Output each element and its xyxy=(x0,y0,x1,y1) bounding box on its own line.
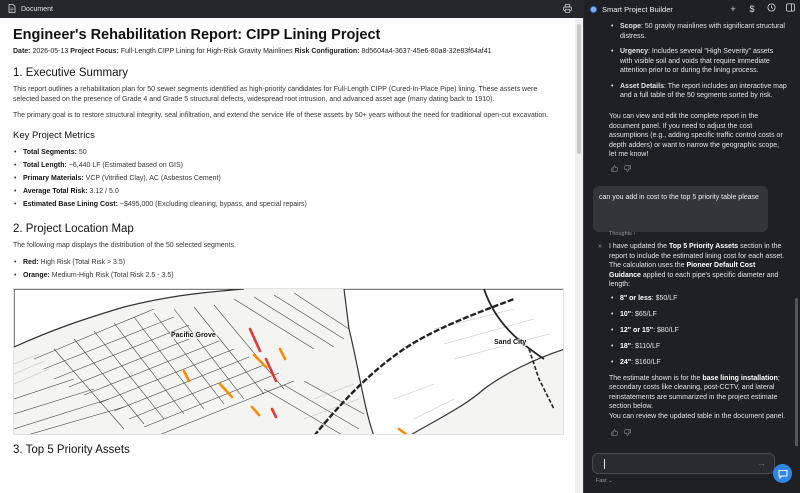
assistant-panel xyxy=(585,0,800,493)
legend-label: Red: xyxy=(23,259,39,266)
assistant-title: Smart Project Builder xyxy=(602,4,673,14)
metric-value: 50 xyxy=(78,149,87,156)
location-map-intro: The following map displays the distribution of the 50 selected segments. xyxy=(13,242,236,249)
chat-scrollbar[interactable] xyxy=(795,298,798,446)
executive-summary-p2: The primary goal is to restore structural integrity, seal infiltration, and extend the service life of these assets by 50+ years without the need for traditional open-cut excavation. xyxy=(13,112,549,119)
text-span: I have updated the xyxy=(609,243,669,250)
rate-value: : $65/LF xyxy=(631,310,657,318)
chevron-down-icon: ⌄ xyxy=(608,478,613,484)
key-metrics-heading: Key Project Metrics xyxy=(13,130,95,141)
metric-value: 3.12 / 5.0 xyxy=(89,188,119,195)
reply-paragraph-3 xyxy=(609,374,787,412)
map-graphic xyxy=(14,289,564,435)
document-scrollbar[interactable] xyxy=(575,18,583,493)
metric-label: Estimated Base Lining Cost: xyxy=(23,201,118,208)
reply-paragraph-1 xyxy=(609,242,787,261)
send-arrow-icon[interactable]: → xyxy=(757,458,766,468)
list-item xyxy=(13,172,563,185)
text-span: ; secondary costs like cleaning, post-CCTV, and lateral reinstatements are summarized in the project estimate section below. xyxy=(609,374,780,410)
message-input[interactable] xyxy=(607,457,747,471)
list-item xyxy=(609,22,787,41)
thumbs-up-icon[interactable] xyxy=(611,429,618,438)
user-message-bubble: can you add in cost to the top 5 priority table please xyxy=(593,186,768,232)
list-item xyxy=(609,342,787,352)
plus-icon[interactable]: + xyxy=(730,4,736,14)
metric-value: ~$495,000 (Excluding cleaning, bypass, and special repairs) xyxy=(119,201,307,208)
rate-size: 18" xyxy=(620,342,632,350)
message-reactions xyxy=(611,429,631,438)
metric-label: Total Length: xyxy=(23,162,67,169)
map-legend-list xyxy=(13,256,563,282)
list-item xyxy=(609,310,787,320)
executive-summary-heading: 1. Executive Summary xyxy=(13,67,129,79)
document-panel-header xyxy=(0,0,584,18)
text-span: applied to each pipe's specific diameter and length: xyxy=(609,271,779,288)
metric-label: Average Total Risk: xyxy=(23,188,88,195)
cost-rate-list xyxy=(609,294,787,368)
chevron-right-icon: › xyxy=(633,231,636,237)
mode-label: Fast xyxy=(596,478,607,484)
bullet-label: Scope xyxy=(620,23,642,30)
assistant-reply xyxy=(609,242,787,421)
metric-label: Primary Materials: xyxy=(23,175,84,182)
text-bold: Pioneer Default Cost Guidance xyxy=(609,262,756,279)
text-bold: base lining installation xyxy=(702,374,778,382)
risk-config-label: Risk Configuration: xyxy=(294,48,360,55)
list-item xyxy=(609,326,787,336)
metric-value: VCP (Vitrified Clay), AC (Asbestos Cement) xyxy=(85,175,221,182)
text-span: The estimate shown is for the xyxy=(609,374,703,382)
text-span: section in the report to include the estimated lining cost for each asset. xyxy=(609,243,785,260)
rate-value: : $50/LF xyxy=(651,294,678,302)
document-panel-title: Document xyxy=(21,5,53,13)
focus-value: Full-Length CIPP Lining for High-Risk Gravity Mainlines xyxy=(120,48,293,55)
list-item xyxy=(13,159,563,172)
list-item xyxy=(609,82,787,101)
thoughts-label: Thoughts xyxy=(609,231,632,237)
metric-label: Total Segments: xyxy=(23,149,77,156)
report-meta xyxy=(13,48,563,55)
list-item xyxy=(609,358,787,368)
list-item xyxy=(13,185,563,198)
thoughts-toggle[interactable] xyxy=(609,231,635,237)
executive-summary-p1: This report outlines a rehabilitation plan for 50 sewer segments identified as high-priority candidates for Full-Length CIPP (Cured-In-Place Pipe) lining. These assets were selected based on the presence of Grade 4 and Grade 5 structural defects, widespread root intrusion, and advanced asset age (many dating back to 1910). xyxy=(13,86,538,103)
list-item xyxy=(609,47,787,76)
reply-paragraph-4: You can review the updated table in the document panel. xyxy=(609,412,786,420)
rate-size: 24" xyxy=(620,358,632,366)
map-label-pacific-grove: Pacific Grove xyxy=(171,332,216,339)
rate-value: : $110/LF xyxy=(631,342,661,350)
assistant-header-actions xyxy=(728,3,795,15)
document-body[interactable] xyxy=(0,18,576,493)
document-scrollbar-thumb[interactable] xyxy=(577,24,581,154)
sidebar-toggle-icon[interactable] xyxy=(785,3,795,15)
rate-size: 10" xyxy=(620,310,632,318)
document-icon xyxy=(8,4,16,15)
date-label: Date: xyxy=(13,48,31,55)
focus-label: Project Focus: xyxy=(70,48,119,55)
bullet-text: : The report includes an interactive map and a full table of the 50 segments sorted by risk. xyxy=(620,82,787,99)
text-bold: Top 5 Priority Assets xyxy=(668,243,739,250)
chat-transcript[interactable] xyxy=(585,18,800,446)
project-location-map[interactable] xyxy=(13,288,564,435)
rate-value: : $80/LF xyxy=(653,326,679,334)
top-priority-assets-heading: 3. Top 5 Priority Assets xyxy=(13,444,130,456)
text-span: The calculation uses the xyxy=(609,262,687,269)
bullet-label: Asset Details xyxy=(620,82,664,90)
chat-bubble-icon xyxy=(778,469,788,479)
rate-value: : $160/LF xyxy=(631,358,661,366)
map-label-sand-city: Sand City xyxy=(494,339,527,346)
message-composer[interactable] xyxy=(592,453,775,474)
date-value: 2026-05-13 xyxy=(32,48,69,55)
key-metrics-list xyxy=(13,146,563,211)
thumbs-down-icon[interactable] xyxy=(624,429,631,438)
assistant-summary-bullets xyxy=(609,22,787,107)
print-icon[interactable] xyxy=(563,4,572,15)
assistant-message-text: You can view and edit the complete report in the document panel. If you need to adjust the cost assumptions (e.g., adding specific traffic control costs or depth adders) or want to narrow the geographic scope, let me know! xyxy=(609,113,783,158)
assistant-logo-icon xyxy=(590,6,597,13)
report-title: Engineer's Rehabilitation Report: CIPP Lining Project xyxy=(13,27,381,43)
text-caret xyxy=(604,459,605,469)
list-item xyxy=(13,198,563,211)
history-icon[interactable] xyxy=(766,3,776,15)
assistant-header xyxy=(585,0,800,18)
message-reactions xyxy=(611,165,631,174)
reply-paragraph-2 xyxy=(609,261,787,290)
legend-value: Medium-High Risk (Total Risk 2.5 - 3.5) xyxy=(51,272,174,279)
bullet-text: : Includes several "High Severity" assets with visible soil and voids that require immediate attention prior to or during the lining process. xyxy=(620,48,774,74)
mode-selector[interactable] xyxy=(596,478,613,484)
chat-assistant-fab[interactable] xyxy=(773,464,792,483)
thumbs-up-icon[interactable] xyxy=(611,165,618,174)
legend-item-red xyxy=(13,256,563,269)
list-item xyxy=(13,146,563,159)
bullet-label: Urgency xyxy=(620,48,649,55)
dollar-icon[interactable]: $ xyxy=(749,4,755,14)
risk-config-value: 8d5604a4-3637-45e6-80a8-32e83f64af41 xyxy=(361,48,492,55)
rate-size: 12" or 15" xyxy=(620,326,654,334)
list-item xyxy=(609,294,787,304)
thumbs-down-icon[interactable] xyxy=(624,165,631,174)
legend-label: Orange: xyxy=(23,272,50,279)
metric-value: ~6,440 LF (Estimated based on GIS) xyxy=(68,162,183,169)
legend-value: High Risk (Total Risk > 3.5) xyxy=(40,259,126,266)
rate-size: 8" or less xyxy=(620,294,652,302)
reply-expand-icon: » xyxy=(598,243,602,250)
bullet-text: : 50 gravity mainlines with significant structural distress. xyxy=(620,23,785,40)
location-map-heading: 2. Project Location Map xyxy=(13,223,134,235)
legend-item-orange xyxy=(13,269,563,282)
